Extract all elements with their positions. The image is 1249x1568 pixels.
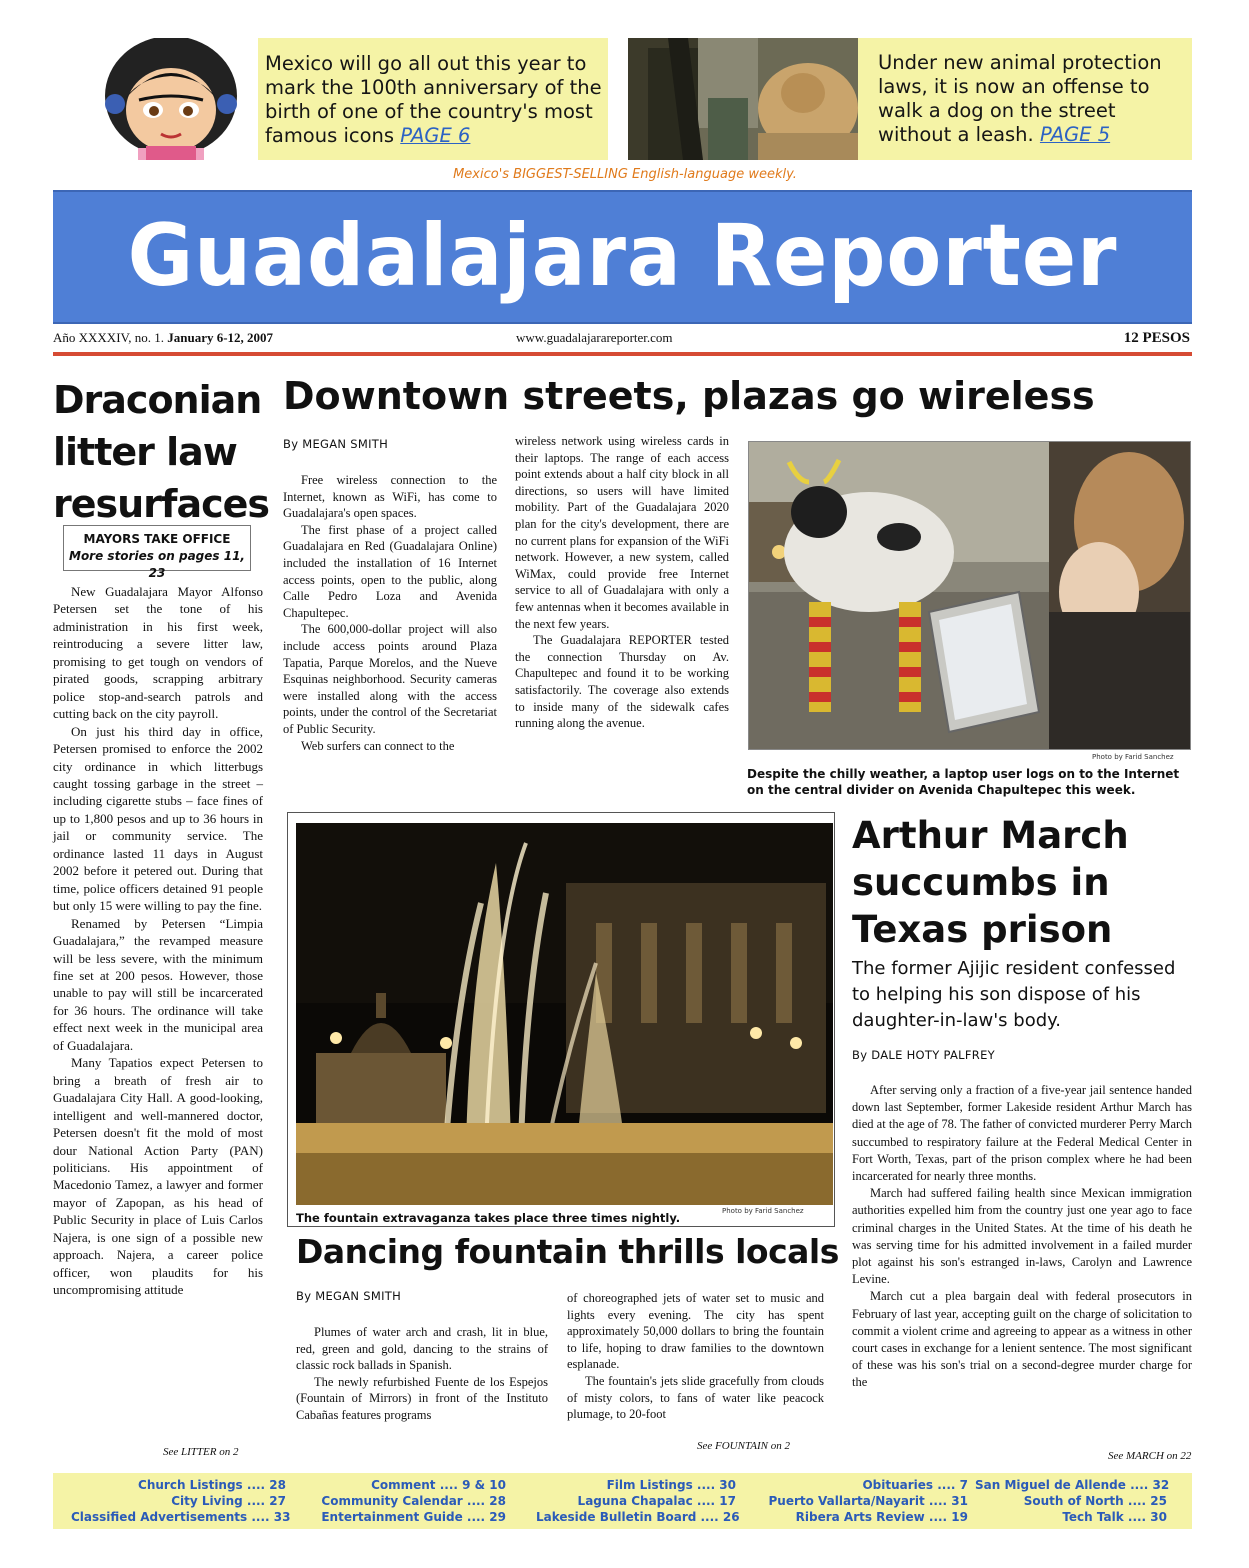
mayors-box-title: MAYORS TAKE OFFICE [83, 532, 231, 546]
fountain-byline: By MEGAN SMITH [296, 1289, 402, 1303]
website-link[interactable]: www.guadalajarareporter.com [516, 330, 673, 345]
fountain-paragraph: of choreographed jets of water set to music and lights every evening. The city has spent approximately 50,000 dollars to bring the fountain to life, hoping to draw families to the downtown esplanade. [567, 1291, 824, 1372]
teaser-dog-copy: Under new animal protection laws, it is now an offense to walk a dog on the street without a leash. [878, 51, 1162, 146]
fountain-jump-line[interactable]: See FOUNTAIN on 2 [697, 1440, 790, 1452]
arthur-article-body [852, 1082, 1192, 1392]
wireless-headline[interactable]: Downtown streets, plazas go wireless [283, 374, 1095, 418]
wireless-paragraph: The 600,000-dollar project will also include access points around Plaza Tapatia, Parque Morelos, and the Nueve Esquinas neighborhood. Security cameras were installed along with the access points, under the control of the Secretariat of Public Security. [283, 622, 497, 736]
index-item[interactable]: Church Listings .... 28 [138, 1478, 286, 1492]
index-item[interactable]: Obituaries .... 7 [862, 1478, 968, 1492]
arthur-byline: By DALE HOTY PALFREY [852, 1048, 995, 1062]
index-item[interactable]: Comment .... 9 & 10 [371, 1478, 506, 1492]
litter-paragraph: Many Tapatios expect Petersen to bring a breath of fresh air to Guadalajara City Hall. A good-looking, intelligent and well-mannered doctor, Petersen doesn't fit the mold of most dour National Action Party (PAN) politicians. His appointment of Macedonio Tamez, a lawyer and former mayor of Zapopan, as his head of Public Security in place of Luis Carlos Najera, is one sign of a possible new approach. Najera, a career police officer, won plaudits for his uncompromising attitude [53, 1055, 263, 1298]
litter-article-body [53, 583, 263, 1299]
index-item[interactable]: City Living .... 27 [171, 1494, 286, 1508]
fountain-column-1 [296, 1324, 548, 1424]
masthead-rule [53, 352, 1192, 356]
arthur-paragraph: March had suffered failing health since Mexican immigration authorities expelled him from the country just one year ago to face criminal charges in the United States. At the time of his death he was serving time for his admitted involvement in a failed murder plot against his son's estranged in-laws, Carolyn and Lawrence Levine. [852, 1186, 1192, 1287]
index-group-2 [321, 1477, 506, 1525]
litter-headline[interactable]: Draconian litter law resurfaces [53, 378, 270, 526]
wireless-paragraph: The Guadalajara REPORTER tested the connection Thursday on Av. Chapultepec and found it to be working satisfactorily. The coverage also extends to inside many of the sidewalk cafes running along the avenue. [515, 633, 729, 731]
teaser-frida-text [265, 52, 605, 148]
fountain-paragraph: Plumes of water arch and crash, lit in blue, red, green and gold, dancing to the strains of classic rock ballads in Spanish. [296, 1325, 548, 1373]
index-item[interactable]: Community Calendar .... 28 [321, 1494, 506, 1508]
price: 12 PESOS [1123, 330, 1190, 346]
laptop-user-photo [748, 441, 1191, 750]
wireless-paragraph: Free wireless connection to the Internet, known as WiFi, has come to Guadalajara's open spaces. [283, 473, 497, 521]
index-item[interactable]: Ribera Arts Review .... 19 [795, 1510, 968, 1524]
index-item[interactable]: South of North .... 25 [1023, 1494, 1167, 1508]
arthur-jump-line[interactable]: See MARCH on 22 [1108, 1450, 1192, 1462]
fountain-paragraph: The fountain's jets slide gracefully from clouds of misty colors, to fans of water like peacock plumage, to 20-foot [567, 1373, 824, 1422]
arthur-headline[interactable]: Arthur March succumbs in Texas prison [852, 814, 1129, 951]
litter-paragraph: New Guadalajara Mayor Alfonso Petersen set the tone of his administration in his first week, reintroducing a severe litter law, promising to get tough on vendors of pirated goods, scrapping arbitrary police stop-and-search patrols and cutting back on the city payroll. [53, 584, 263, 722]
fountain-headline[interactable]: Dancing fountain thrills locals [296, 1232, 839, 1271]
newspaper-title: Guadalajara Reporter [127, 206, 1118, 306]
index-group-3 [536, 1477, 740, 1525]
mayors-box-pages: More stories on pages 11, 23 [69, 549, 245, 580]
teaser-frida-page-link[interactable]: PAGE 6 [400, 124, 471, 147]
issue-info [53, 330, 273, 346]
arthur-paragraph: March cut a plea bargain deal with federal prosecutors in February of last year, accepting guilt on the charge of solicitation to commit a violent crime and agreeing to appear as a witness in other court cases in exchange for a lenient sentence. The most significant of these was his son's trial on a second-degree murder charge for the [852, 1289, 1192, 1390]
index-item[interactable]: Classified Advertisements .... 33 [71, 1510, 291, 1524]
dateline [53, 330, 1192, 352]
teaser-dog-law[interactable] [858, 38, 1192, 160]
teaser-dog-page-link[interactable]: PAGE 5 [1039, 123, 1111, 146]
index-group-1 [71, 1477, 291, 1525]
fountain-column-2 [567, 1290, 824, 1423]
dog-walking-photo [628, 38, 858, 160]
issue-number: Año XXXXIV, no. 1. [53, 330, 164, 345]
fountain-photo-caption: The fountain extravaganza takes place three times nightly. [296, 1211, 681, 1225]
page-index [53, 1473, 1192, 1529]
index-item[interactable]: Entertainment Guide .... 29 [321, 1510, 506, 1524]
index-group-5 [975, 1477, 1170, 1525]
cartoon-girl-illustration [53, 38, 258, 160]
litter-paragraph: Renamed by Petersen “Limpia Guadalajara,” the revamped measure will be less severe, with the minimum fine set at 200 pesos. However, those unable to pay will still be incarcerated for 36 hours. The ordinance will take effect next week in the municipal area of Guadalajara. [53, 915, 263, 1053]
wireless-paragraph: Web surfers can connect to the [301, 738, 455, 753]
index-group-4 [768, 1477, 968, 1525]
index-item[interactable]: San Miguel de Allende .... 32 [975, 1478, 1170, 1492]
fountain-photo-credit: Photo by Farid Sanchez [722, 1207, 804, 1215]
laptop-photo-caption: Despite the chilly weather, a laptop user logs on to the Internet on the central divider on Avenida Chapultepec this week. [747, 767, 1180, 797]
litter-paragraph: On just his third day in office, Petersen promised to enforce the 2002 city ordinance in which litterbugs caught tossing garbage in the street – including cigarette stubs – face fines of up to 1,800 pesos and up to 36 hours in jail or community service. The ordinance lasted 11 days in August 2002 before it petered out. During that time, police officers detained 91 people but only 15 were willing to pay the fine. [53, 723, 263, 914]
masthead [53, 190, 1192, 324]
wireless-paragraph: The first phase of a project called Guadalajara en Red (Guadalajara Online) included the installation of 16 Internet access points, open to the public, along Calle Pedro Loza and Avenida Chapultepec. [283, 522, 497, 620]
index-item[interactable]: Puerto Vallarta/Nayarit .... 31 [768, 1494, 968, 1508]
fountain-paragraph: The newly refurbished Fuente de los Espejos (Fountain of Mirrors) in front of the Instituto Cabañas features programs [296, 1374, 548, 1422]
arthur-paragraph: After serving only a fraction of a five-year jail sentence handed down last September, former Lakeside resident Arthur March has died at the age of 78. The father of convicted murderer Perry March succumbed to respiratory failure at the Federal Medical Center in Fort Worth, Texas, part of the prison complex where he had been incarcerated for nearly three months. [852, 1083, 1192, 1184]
wireless-paragraph: wireless network using wireless cards in their laptops. The range of each access point extends about a half city block in all directions, so users will have limited mobility. Part of the Guadalajara 2020 plan for the city's development, there are no current plans for expansion of the WiFi network. However, a new system, called WiMax, could provide free Internet service to all of Guadalajara with only a few antennas when it becomes available in the next few years. [515, 434, 729, 631]
issue-date: January 6-12, 2007 [167, 330, 274, 345]
litter-jump-line[interactable]: See LITTER on 2 [163, 1446, 239, 1458]
laptop-photo-credit: Photo by Farid Sanchez [1092, 753, 1174, 761]
mayors-box[interactable] [63, 525, 251, 580]
arthur-deck: The former Ajijic resident confessed to helping his son dispose of his daughter-in-law's body. [852, 958, 1176, 1031]
wireless-column-1 [283, 472, 497, 754]
index-item[interactable]: Lakeside Bulletin Board .... 26 [536, 1510, 740, 1524]
fountain-photo [296, 823, 833, 1205]
wireless-byline: By MEGAN SMITH [283, 437, 389, 451]
teaser-frida[interactable] [53, 38, 608, 160]
index-item[interactable]: Laguna Chapalac .... 17 [577, 1494, 736, 1508]
teaser-frida-copy: Mexico will go all out this year to mark the 100th anniversary of the birth of one of the country's most famous icons [265, 52, 602, 147]
wireless-column-2 [515, 433, 729, 732]
tagline: Mexico's BIGGEST-SELLING English-language weekly. [453, 167, 797, 182]
index-item[interactable]: Tech Talk .... 30 [1062, 1510, 1167, 1524]
index-item[interactable]: Film Listings .... 30 [606, 1478, 736, 1492]
teaser-dog-text [878, 51, 1190, 147]
